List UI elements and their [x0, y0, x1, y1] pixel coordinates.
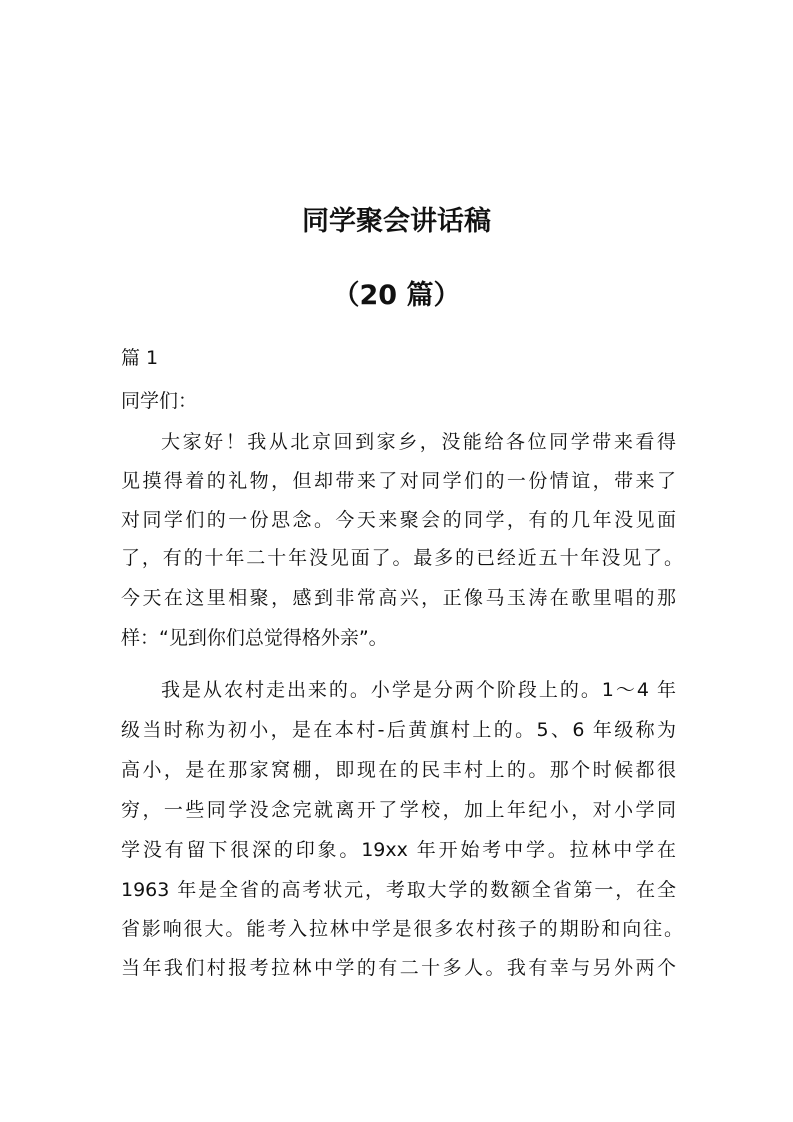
paragraph-line: 我是从农村走出来的。小学是分两个阶段上的。1～4 年 [161, 679, 676, 701]
document-subtitle: （20 篇） [332, 280, 461, 311]
paragraph-line: 穷，一些同学没念完就离开了学校，加上年纪小，对小学同 [121, 799, 676, 821]
section-heading: 篇 1 [121, 347, 159, 369]
paragraph-line: 省影响很大。能考入拉林中学是很多农村孩子的期盼和向往。 [121, 918, 683, 940]
salutation: 同学们： [121, 390, 198, 412]
paragraph-line: 1963 年是全省的高考状元，考取大学的数额全省第一，在全 [121, 879, 676, 901]
paragraph-line: 今天在这里相聚，感到非常高兴，正像马玉涛在歌里唱的那 [121, 587, 676, 609]
paragraph-line: 样：“见到你们总觉得格外亲”。 [121, 627, 388, 649]
document-title: 同学聚会讲话稿 [302, 206, 491, 237]
paragraph-line: 对同学们的一份思念。今天来聚会的同学，有的几年没见面 [121, 509, 676, 531]
paragraph-line: 级当时称为初小，是在本村-后黄旗村上的。5、6 年级称为 [121, 719, 676, 741]
paragraph-line: 学没有留下很深的印象。19xx 年开始考中学。拉林中学在 [121, 839, 676, 861]
paragraph-line: 当年我们村报考拉林中学的有二十多人。我有幸与另外两个 [121, 957, 676, 979]
paragraph-line: 大家好！我从北京回到家乡，没能给各位同学带来看得 [161, 431, 676, 453]
paragraph-line: 见摸得着的礼物，但却带来了对同学们的一份情谊，带来了 [121, 470, 676, 492]
paragraph-line: 高小，是在那家窝棚，即现在的民丰村上的。那个时候都很 [121, 759, 676, 781]
paragraph-line: 了，有的十年二十年没见面了。最多的已经近五十年没见了。 [121, 547, 683, 569]
